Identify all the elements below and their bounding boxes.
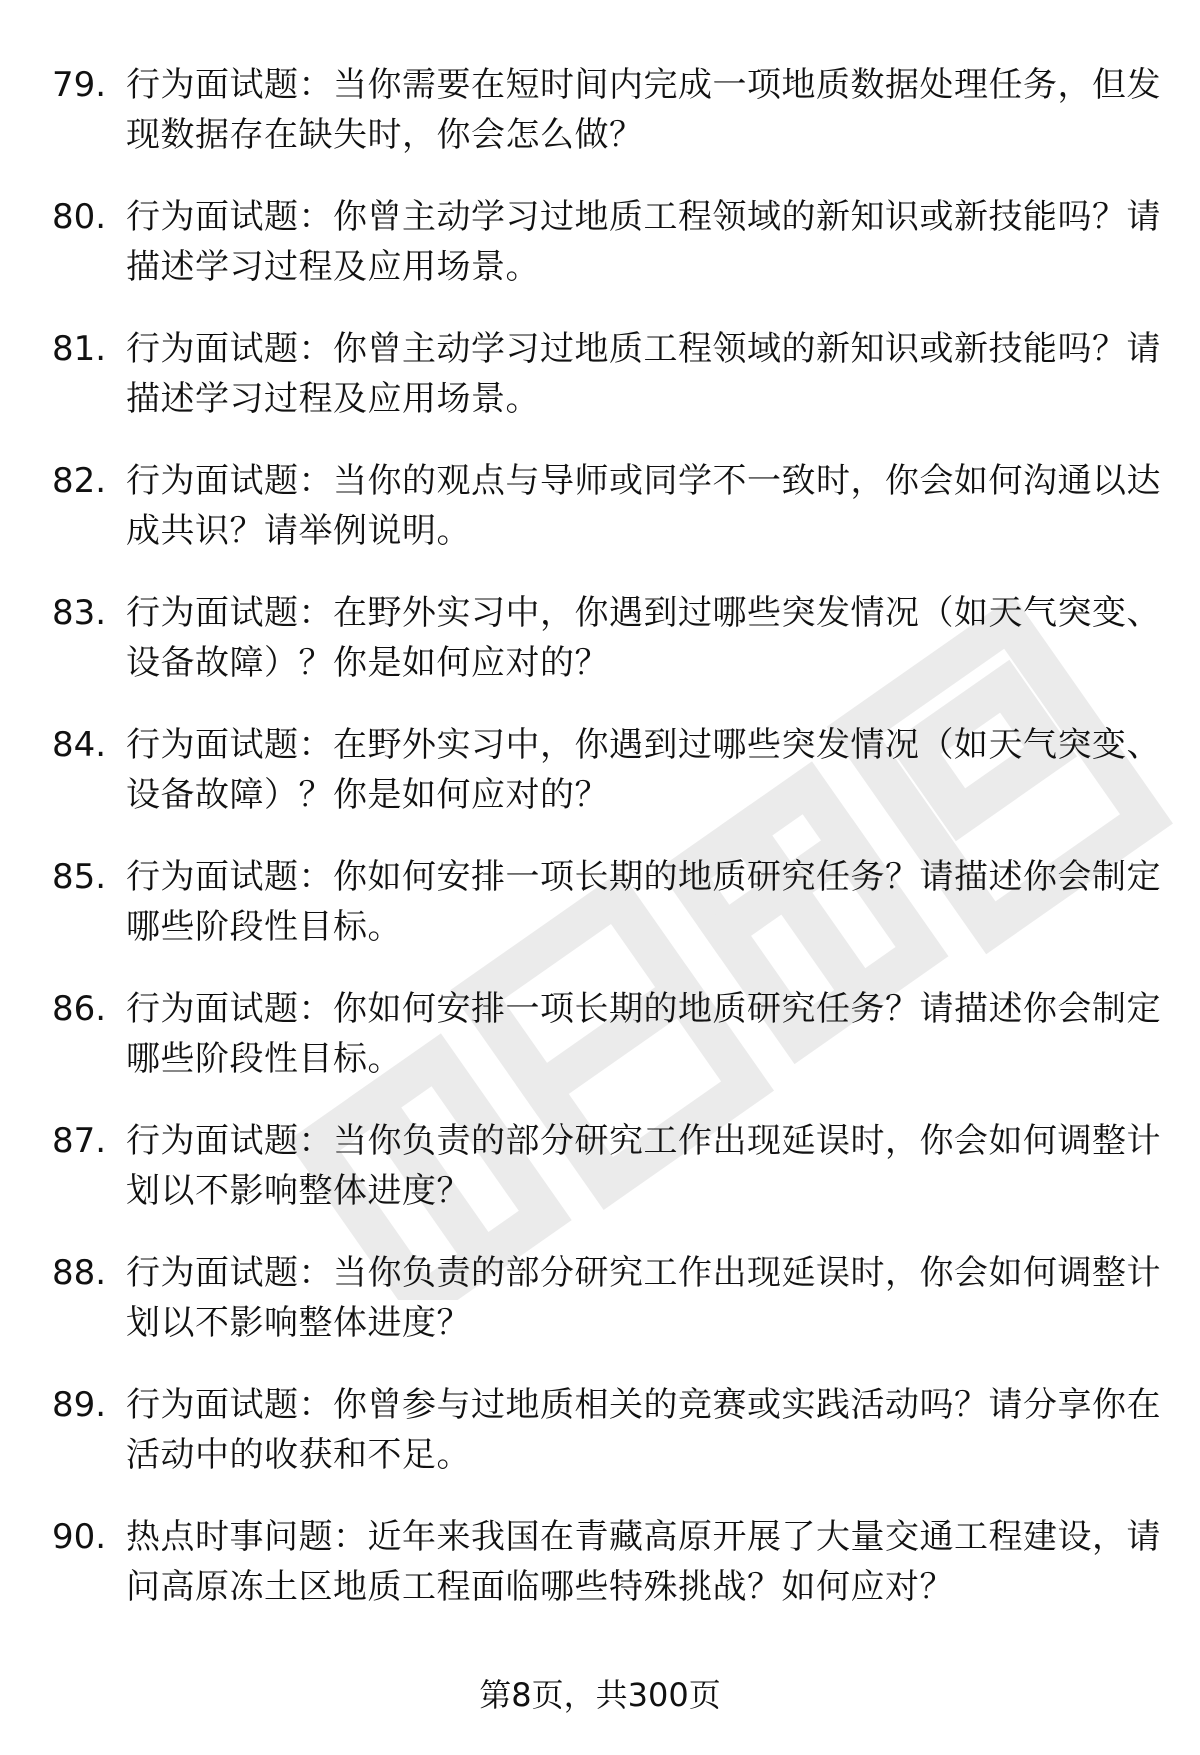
question-text: 行为面试题：你如何安排一项长期的地质研究任务？请描述你会制定哪些阶段性目标。 [126,989,1161,1079]
question-text: 行为面试题：当你负责的部分研究工作出现延误时，你会如何调整计划以不影响整体进度？ [126,1121,1161,1211]
question-text: 行为面试题：你曾主动学习过地质工程领域的新知识或新技能吗？请描述学习过程及应用场景。 [126,197,1161,287]
list-item [52,1380,1162,1512]
question-number: 89. [52,1385,107,1425]
page-footer: 第8页，共300页 [479,1676,721,1714]
list-item [52,456,1162,588]
question-text: 热点时事问题：近年来我国在青藏高原开展了大量交通工程建设，请问高原冻土区地质工程面临哪些特殊挑战？如何应对？ [126,1517,1161,1607]
question-number: 81. [52,329,107,369]
list-item [52,324,1162,456]
question-text: 行为面试题：当你负责的部分研究工作出现延误时，你会如何调整计划以不影响整体进度？ [126,1253,1161,1343]
question-text: 行为面试题：当你需要在短时间内完成一项地质数据处理任务，但发现数据存在缺失时，你会怎么做？ [126,65,1161,155]
list-item [52,1248,1162,1380]
question-number: 87. [52,1121,107,1161]
question-text: 行为面试题：在野外实习中，你遇到过哪些突发情况（如天气突变、设备故障）？你是如何应对的？ [126,725,1161,815]
list-item [52,720,1162,852]
list-item [52,192,1162,324]
question-number: 90. [52,1517,107,1557]
question-number: 84. [52,725,107,765]
question-list [52,60,1162,1644]
question-number: 82. [52,461,107,501]
list-item [52,984,1162,1116]
question-number: 85. [52,857,107,897]
question-number: 79. [52,65,107,105]
question-text: 行为面试题：你如何安排一项长期的地质研究任务？请描述你会制定哪些阶段性目标。 [126,857,1161,947]
list-item [52,1512,1162,1644]
question-number: 88. [52,1253,107,1293]
question-text: 行为面试题：你曾主动学习过地质工程领域的新知识或新技能吗？请描述学习过程及应用场景。 [126,329,1161,419]
question-text: 行为面试题：当你的观点与导师或同学不一致时，你会如何沟通以达成共识？请举例说明。 [126,461,1161,551]
question-text: 行为面试题：你曾参与过地质相关的竞赛或实践活动吗？请分享你在活动中的收获和不足。 [126,1385,1161,1475]
list-item [52,1116,1162,1248]
question-number: 86. [52,989,107,1029]
question-number: 83. [52,593,107,633]
list-item [52,588,1162,720]
list-item [52,852,1162,984]
question-number: 80. [52,197,107,237]
list-item [52,60,1162,192]
question-text: 行为面试题：在野外实习中，你遇到过哪些突发情况（如天气突变、设备故障）？你是如何应对的？ [126,593,1161,683]
